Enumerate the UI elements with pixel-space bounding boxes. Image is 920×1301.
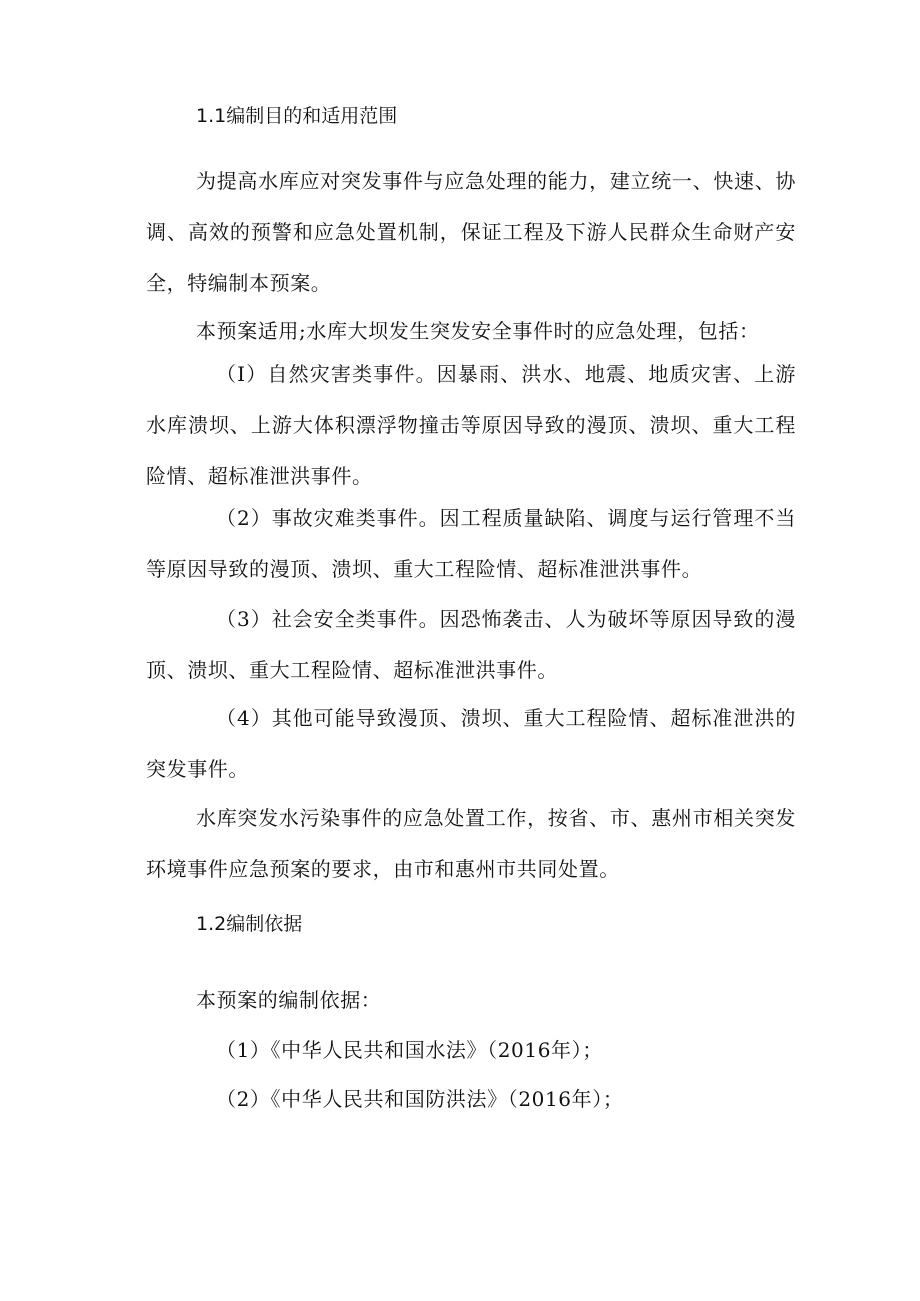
scope-item-1: （I）自然灾害类事件。因暴雨、洪水、地震、地质灾害、上游水库溃坝、上游大体积漂浮物撞击等原因导致的漫顶、溃坝、重大工程险情、超标准泄洪事件。 (146, 362, 796, 488)
section-heading-1-1: 1.1编制目的和适用范围 (196, 105, 398, 127)
scope-item-2: （2）事故灾难类事件。因工程质量缺陷、调度与运行管理不当等原因导致的漫顶、溃坝、重大工程险情、超标准泄洪事件。 (146, 506, 796, 581)
scope-item-4: （4）其他可能导致漫顶、溃坝、重大工程险情、超标准泄洪的突发事件。 (146, 706, 796, 781)
section-heading-1-2: 1.2编制依据 (196, 913, 303, 935)
basis-item-2: （2）《中华人民共和国防洪法》（2016年）； (216, 1087, 624, 1111)
pollution-paragraph: 水库突发水污染事件的应急处置工作，按省、市、惠州市相关突发环境事件应急预案的要求，由市和惠州市共同处置。 (146, 806, 796, 881)
basis-item-1: （1）《中华人民共和国水法》（2016年）； (216, 1038, 603, 1062)
scope-paragraph: 本预案适用;水库大坝发生突发安全事件时的应急处理，包括： (196, 319, 760, 343)
basis-intro-paragraph: 本预案的编制依据： (196, 988, 382, 1012)
purpose-paragraph: 为提高水库应对突发事件与应急处理的能力，建立统一、快速、协调、高效的预警和应急处置机制，保证工程及下游人民群众生命财产安全，特编制本预案。 (146, 169, 796, 295)
scope-item-3: （3）社会安全类事件。因恐怖袭击、人为破坏等原因导致的漫顶、溃坝、重大工程险情、超标准泄洪事件。 (146, 607, 796, 682)
